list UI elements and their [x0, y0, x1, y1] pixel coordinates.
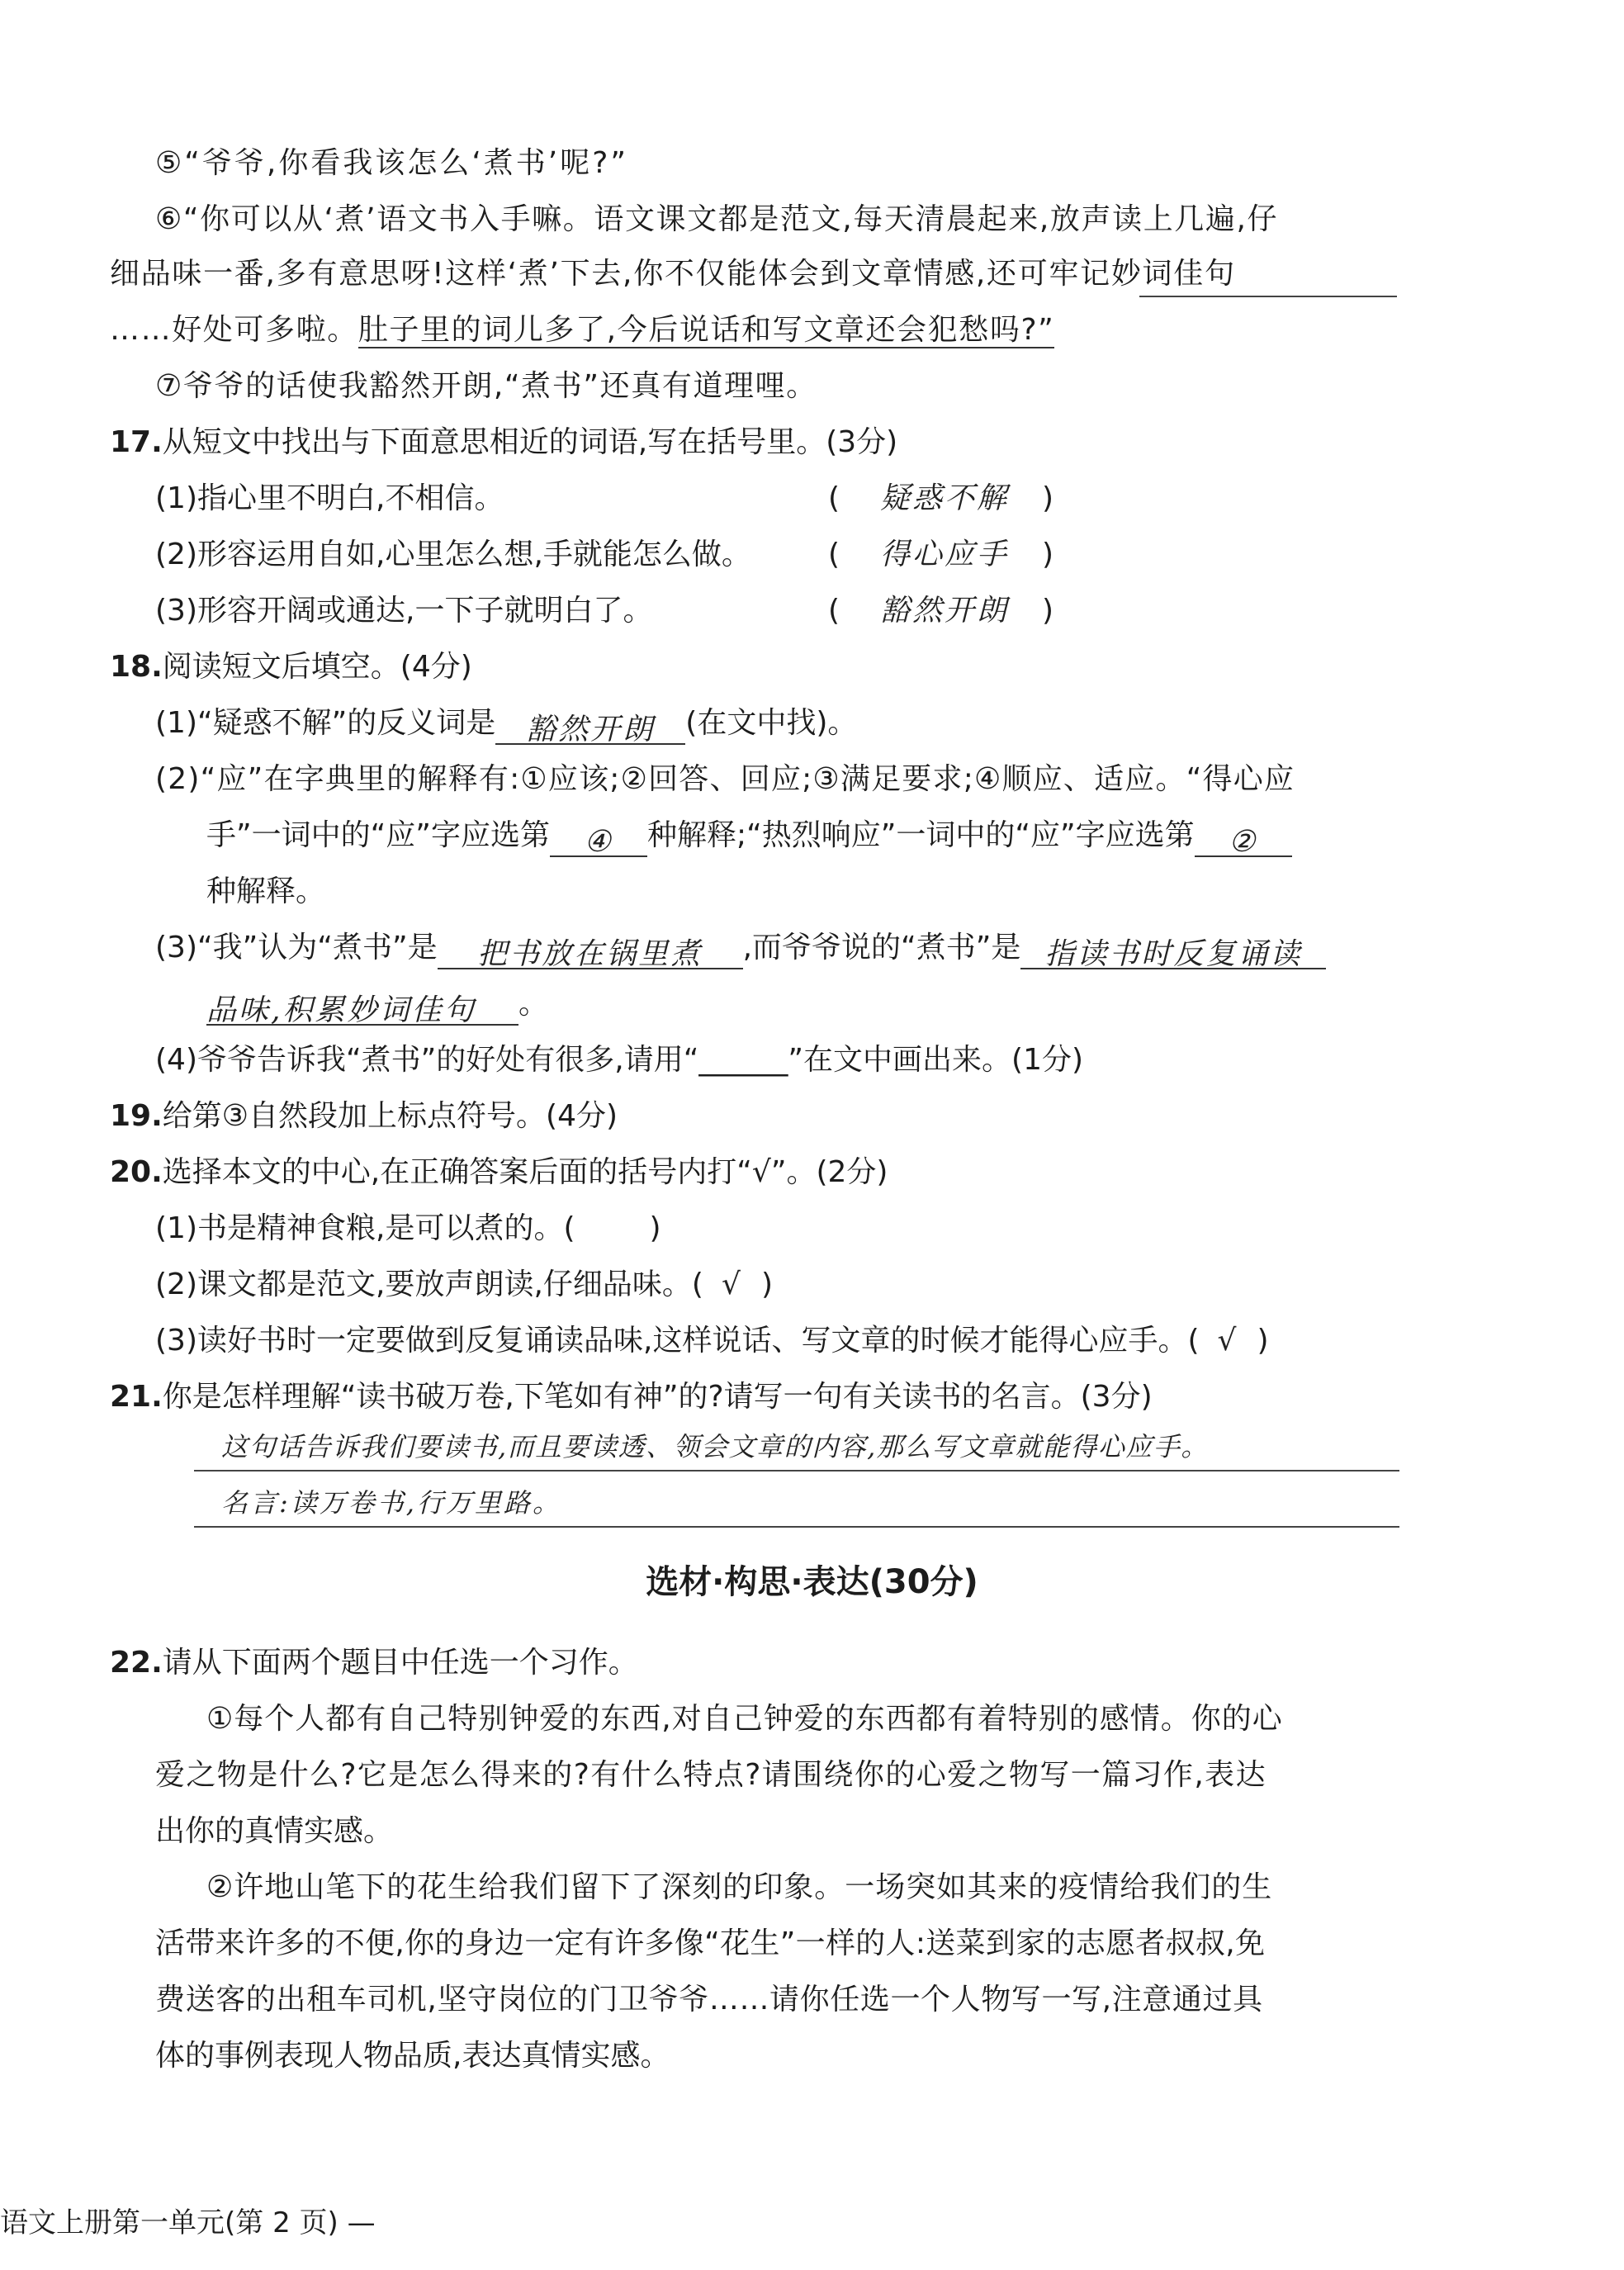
q20-item-1 [155, 1207, 661, 1250]
page-footer: 语文上册第一单元(第 2 页) — [0, 2206, 376, 2239]
q18-sub-1-text: (1)“疑惑不解”的反义词是 [155, 706, 496, 740]
q18-sub-2-line-3: 种解释。 [206, 874, 326, 908]
q18-sub-3-end: 。 [518, 987, 549, 1021]
q18-sub-2-line-2 [206, 814, 1292, 857]
underlined-sentence: 肚子里的词儿多了,今后说话和写文章还会犯愁吗?” [357, 313, 1055, 347]
q18-sub-2-text: 手”一词中的“应”字应选第 [206, 818, 550, 852]
q21-answer-line-2: 名言:读万卷书,行万里路。 [221, 1487, 561, 1519]
q17-answer-3: 豁然开朗 [880, 594, 1010, 628]
question-number: 17. [110, 425, 163, 459]
question-number: 21. [110, 1380, 163, 1414]
passage-paragraph-5: ⑤“爷爷,你看我该怎么‘煮书’呢?” [155, 146, 629, 180]
q18-sub-3-answer-2-cont: 品味,积累妙词佳句 [206, 989, 518, 1026]
q18-sub-4: (4)爷爷告诉我“煮书”的好处有很多,请用“______”在文中画出来。(1分) [155, 1043, 1084, 1077]
question-21 [110, 1376, 1153, 1419]
q17-paren-open: ( [828, 481, 840, 515]
answer-rule-1 [194, 1470, 1399, 1471]
q22-option-2-line-2: 活带来许多的不便,你的身边一定有许多像“花生”一样的人:送菜到家的志愿者叔叔,免 [155, 1926, 1266, 1960]
q18-sub-1-suffix: (在文中找)。 [685, 706, 858, 740]
passage-text: ……好处可多啦。 [110, 313, 358, 347]
q18-sub-3-text: ,而爷爷说的“煮书”是 [742, 931, 1021, 964]
q20-item-2-answer: √ [721, 1268, 743, 1301]
q17-paren-close: ) [1042, 481, 1054, 515]
q17-item-3: (3)形容开阔或通达,一下子就明白了。 [155, 594, 653, 628]
underline-mark [1139, 296, 1397, 297]
question-18 [110, 646, 472, 689]
question-text: 阅读短文后填空。(4分) [162, 650, 472, 684]
q20-item-2 [155, 1263, 773, 1306]
answer-rule-2 [194, 1526, 1399, 1528]
question-text: 选择本文的中心,在正确答案后面的括号内打“√”。(2分) [162, 1155, 888, 1189]
q17-paren-open: ( [828, 594, 840, 628]
q18-sub-2-answer-1: ④ [550, 821, 647, 857]
q18-sub-1 [155, 702, 857, 745]
q18-sub-2-text: 种解释;“热烈响应”一词中的“应”字应选第 [646, 818, 1195, 852]
q18-sub-3-text: (3)“我”认为“煮书”是 [155, 931, 438, 964]
q22-option-2-line-4: 体的事例表现人物品质,表达真情实感。 [155, 2039, 670, 2073]
passage-paragraph-7: ⑦爷爷的话使我豁然开朗,“煮书”还真有道理哩。 [155, 369, 817, 403]
question-text: 从短文中找出与下面意思相近的词语,写在括号里。(3分) [162, 425, 898, 459]
q17-answer-1: 疑惑不解 [880, 481, 1010, 515]
q18-sub-3-answer-2: 指读书时反复诵读 [1020, 933, 1326, 969]
q20-item-label: (2)课文都是范文,要放声朗读,仔细品味。( [155, 1268, 703, 1301]
question-number: 20. [110, 1155, 163, 1189]
q18-sub-1-answer: 豁然开朗 [495, 708, 685, 745]
q22-option-2-line-1: ②许地山笔下的花生给我们留下了深刻的印象。一场突如其来的疫情给我们的生 [206, 1870, 1273, 1904]
question-text: 请从下面两个题目中任选一个习作。 [162, 1646, 638, 1680]
q20-paren-close: ) [760, 1268, 773, 1301]
q18-sub-3-line-2 [206, 983, 548, 1026]
q18-sub-3-answer-1: 把书放在锅里煮 [438, 933, 743, 969]
q20-item-label: (1)书是精神食粮,是可以煮的。( [155, 1211, 575, 1245]
q18-sub-3-line-1 [155, 926, 1326, 969]
q17-paren-close: ) [1042, 538, 1054, 571]
q20-item-3 [155, 1320, 1269, 1362]
question-number: 18. [110, 650, 163, 684]
q17-answer-2: 得心应手 [880, 538, 1010, 571]
question-text: 你是怎样理解“读书破万卷,下笔如有神”的?请写一句有关读书的名言。(3分) [162, 1380, 1153, 1414]
question-22 [110, 1642, 638, 1685]
passage-paragraph-6-line-1: ⑥“你可以从‘煮’语文书入手嘛。语文课文都是范文,每天清晨起来,放声读上几遍,仔 [155, 202, 1279, 236]
q18-sub-2-answer-2: ② [1195, 821, 1292, 857]
q18-sub-2-line-1: (2)“应”在字典里的解释有:①应该;②回答、回应;③满足要求;④顺应、适应。“得心应 [155, 762, 1295, 796]
q17-item-1: (1)指心里不明白,不相信。 [155, 481, 504, 515]
question-number: 19. [110, 1099, 163, 1133]
question-17 [110, 421, 897, 464]
q20-paren-close: ) [1257, 1324, 1269, 1358]
q22-option-2-line-3: 费送客的出租车司机,坚守岗位的门卫爷爷……请你任选一个人物写一写,注意通过具 [155, 1983, 1263, 2016]
passage-paragraph-6-line-3 [110, 309, 1054, 352]
q22-option-1-line-2: 爱之物是什么?它是怎么得来的?有什么特点?请围绕你的心爱之物写一篇习作,表达 [155, 1758, 1267, 1792]
q17-paren-open: ( [828, 538, 840, 571]
q20-paren-close: ) [649, 1211, 661, 1245]
question-text: 给第③自然段加上标点符号。(4分) [162, 1099, 618, 1133]
question-number: 22. [110, 1646, 163, 1680]
q20-item-label: (3)读好书时一定要做到反复诵读品味,这样说话、写文章的时候才能得心应手。( [155, 1324, 1200, 1358]
section-title: 选材·构思·表达(30分) [646, 1563, 978, 1601]
passage-paragraph-6-line-2: 细品味一番,多有意思呀!这样‘煮’下去,你不仅能体会到文章情感,还可牢记妙词佳句 [110, 257, 1236, 291]
q17-item-2: (2)形容运用自如,心里怎么想,手就能怎么做。 [155, 538, 751, 571]
question-20 [110, 1151, 888, 1194]
q17-paren-close: ) [1042, 594, 1054, 628]
q20-item-3-answer: √ [1217, 1324, 1239, 1358]
q22-option-1-line-1: ①每个人都有自己特别钟爱的东西,对自己钟爱的东西都有着特别的感情。你的心 [206, 1702, 1283, 1736]
q22-option-1-line-3: 出你的真情实感。 [155, 1814, 394, 1848]
q21-answer-line-1: 这句话告诉我们要读书,而且要读透、领会文章的内容,那么写文章就能得心应手。 [221, 1431, 1209, 1462]
question-19 [110, 1095, 618, 1138]
